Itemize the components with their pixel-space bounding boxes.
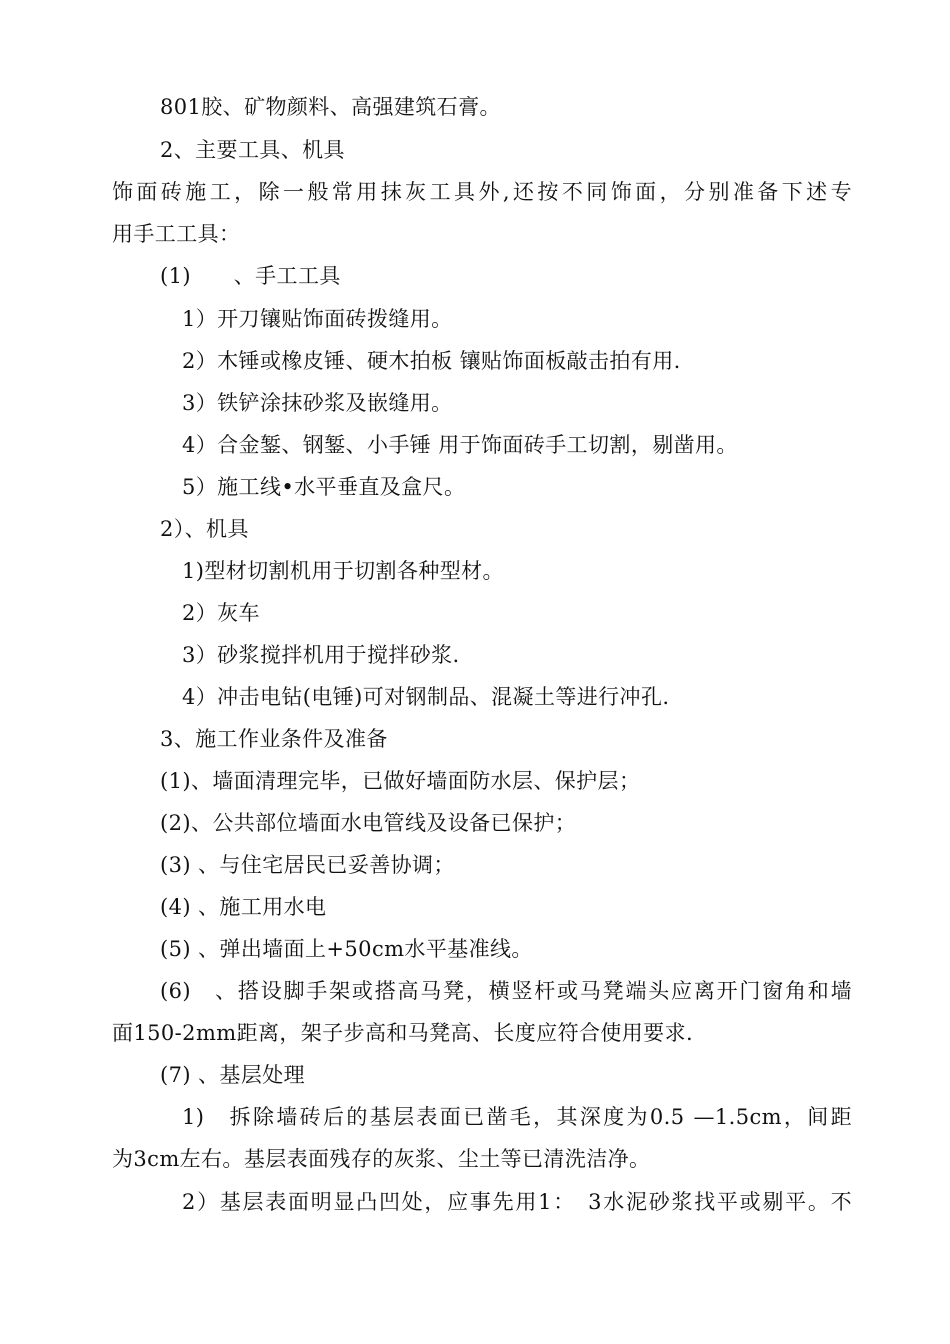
list-item-base-2: 2）基层表面明显凸凹处，应事先用1： 3水泥砂浆找平或剔平。不 bbox=[182, 1190, 852, 1214]
list-item-base-1-cont: 为3cm左右。基层表面残存的灰浆、尘土等已清洗洁净。 bbox=[112, 1147, 651, 1171]
list-item-condition-6: (6) 、搭设脚手架或搭高马凳，横竖杆或马凳端头应离开门窗角和墙 bbox=[160, 979, 852, 1003]
list-item-base-1: 1) 拆除墙砖后的基层表面已凿毛，其深度为0.5 —1.5cm，间距 bbox=[182, 1105, 852, 1129]
list-item-condition-7: (7) 、基层处理 bbox=[160, 1063, 306, 1087]
list-item-condition-3: (3) 、与住宅居民已妥善协调； bbox=[160, 853, 455, 877]
list-item-hand-tool-3: 3）铁铲涂抹砂浆及嵌缝用。 bbox=[182, 391, 453, 415]
text-line-materials: 801胶、矿物颜料、高强建筑石膏。 bbox=[160, 95, 501, 119]
list-item-hand-tool-5: 5）施工线•水平垂直及盒尺。 bbox=[182, 475, 466, 499]
list-item-condition-4: (4) 、施工用水电 bbox=[160, 895, 327, 919]
list-item-condition-2: (2)、公共部位墙面水电管线及设备已保护； bbox=[160, 811, 577, 835]
list-item-machine-4: 4）冲击电钻(电锤)可对钢制品、混凝土等进行冲孔. bbox=[182, 685, 670, 709]
subheading-hand-tools: (1) 、手工工具 bbox=[160, 264, 341, 288]
list-item-hand-tool-4: 4）合金錾、钢錾、小手锤 用于饰面砖手工切割，剔凿用。 bbox=[182, 433, 738, 457]
list-item-condition-5: (5) 、弹出墙面上+50cm水平基准线。 bbox=[160, 937, 533, 961]
list-item-condition-6-cont: 面150-2mm距离，架子步高和马凳高、长度应符合使用要求. bbox=[112, 1021, 694, 1045]
list-item-hand-tool-2: 2）木锤或橡皮锤、硬木拍板 镶贴饰面板敲击拍有用. bbox=[182, 349, 681, 373]
list-item-condition-1: (1)、墙面清理完毕，已做好墙面防水层、保护层； bbox=[160, 769, 641, 793]
text-line-tools-intro: 饰面砖施工，除一般常用抹灰工具外,还按不同饰面，分别准备下述专 bbox=[112, 180, 852, 204]
list-item-machine-1: 1)型材切割机用于切割各种型材。 bbox=[182, 559, 504, 583]
text-line-tools-intro-cont: 用手工工具： bbox=[112, 222, 241, 246]
list-item-hand-tool-1: 1）开刀镶贴饰面砖拨缝用。 bbox=[182, 307, 453, 331]
subheading-machines: 2）、机具 bbox=[160, 517, 249, 541]
list-item-machine-3: 3）砂浆搅拌机用于搅拌砂浆. bbox=[182, 643, 460, 667]
list-item-machine-2: 2）灰车 bbox=[182, 601, 260, 625]
heading-tools: 2、主要工具、机具 bbox=[160, 138, 345, 162]
heading-conditions: 3、施工作业条件及准备 bbox=[160, 727, 388, 751]
